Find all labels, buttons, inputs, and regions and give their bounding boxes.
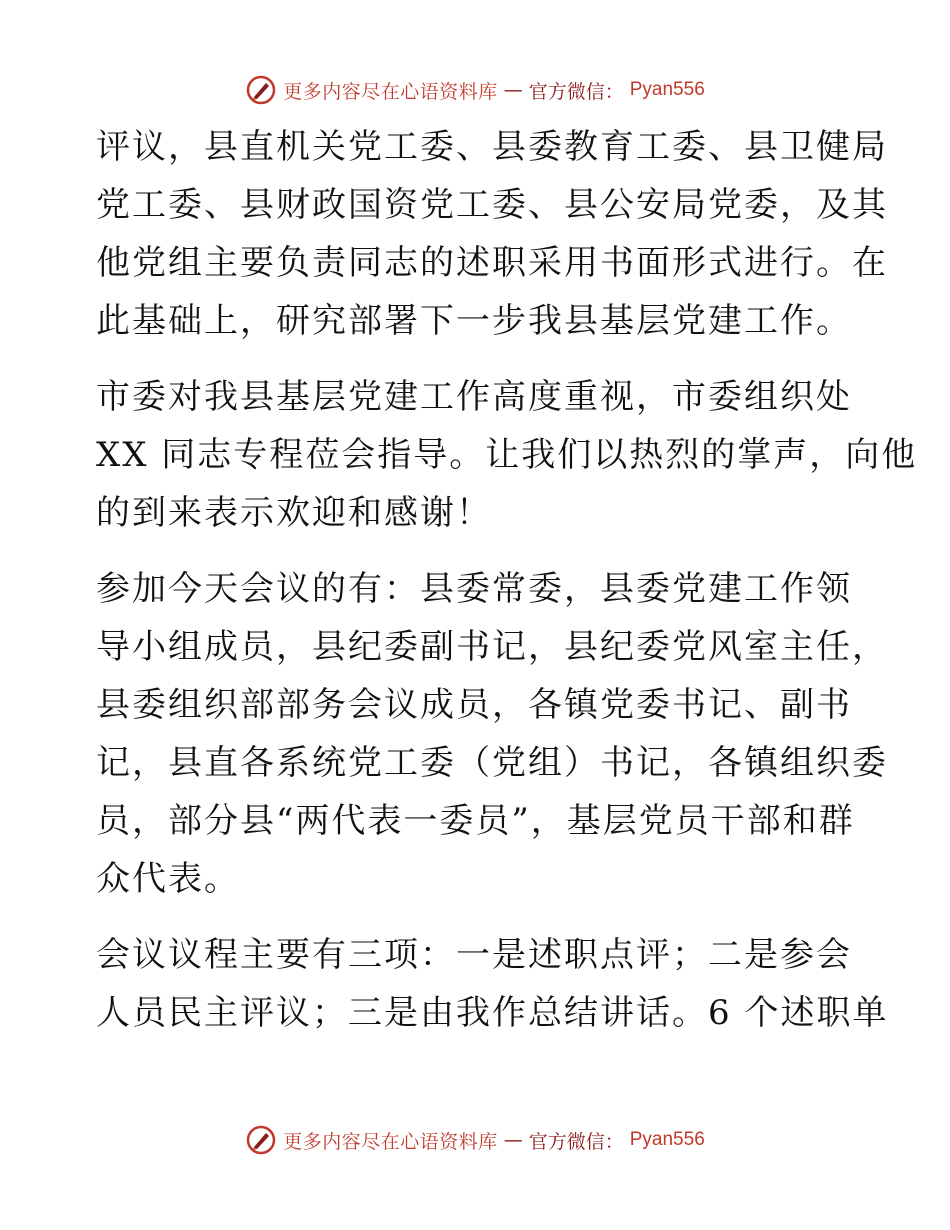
- pen-in-circle-logo-icon: [245, 1124, 277, 1156]
- footer-watermark: [0, 1120, 950, 1160]
- watermark-separator: —: [503, 79, 523, 101]
- document-body: [96, 118, 918, 1060]
- header-watermark: [0, 70, 950, 110]
- watermark-wechat-id: Pyan556: [629, 1129, 705, 1150]
- paragraph-4: [96, 926, 889, 1042]
- text-line: 记，县直各系统党工委（党组）书记，各镇组织委: [96, 743, 888, 783]
- paragraph-2: [96, 368, 918, 542]
- text-line: 人员民主评议；三是由我作总结讲话。6 个述职单: [96, 993, 889, 1033]
- text-line: 参加今天会议的有：县委常委，县委党建工作领: [96, 569, 852, 609]
- text-line: 的到来表示欢迎和感谢！: [96, 493, 492, 533]
- text-line: 众代表。: [96, 859, 240, 899]
- text-line: 市委对我县基层党建工作高度重视，市委组织处: [96, 377, 852, 417]
- text-line: 此基础上，研究部署下一步我县基层党建工作。: [96, 301, 852, 341]
- watermark-site-text: 更多内容尽在心语资料库: [283, 80, 498, 103]
- text-line: 他党组主要负责同志的述职采用书面形式进行。在: [96, 243, 888, 283]
- watermark-wechat-id: Pyan556: [629, 79, 705, 100]
- text-line: 党工委、县财政国资党工委、县公安局党委，及其: [96, 185, 888, 225]
- watermark-site-text: 更多内容尽在心语资料库: [283, 1130, 498, 1153]
- paragraph-1: [96, 118, 888, 350]
- text-line: XX 同志专程莅会指导。让我们以热烈的掌声，向他: [96, 435, 918, 475]
- watermark-wechat-label: 官方微信：: [528, 80, 624, 103]
- watermark-wechat-label: 官方微信：: [528, 1130, 624, 1153]
- text-line: 导小组成员，县纪委副书记，县纪委党风室主任，: [96, 627, 888, 667]
- text-line: 会议议程主要有三项：一是述职点评；二是参会: [96, 935, 852, 975]
- watermark-separator: —: [503, 1129, 523, 1151]
- text-line: 评议，县直机关党工委、县委教育工委、县卫健局: [96, 127, 888, 167]
- pen-in-circle-logo-icon: [245, 74, 277, 106]
- paragraph-3: [96, 560, 888, 908]
- text-line: 县委组织部部务会议成员，各镇党委书记、副书: [96, 685, 852, 725]
- text-line: 员，部分县“两代表一委员”，基层党员干部和群: [96, 801, 855, 841]
